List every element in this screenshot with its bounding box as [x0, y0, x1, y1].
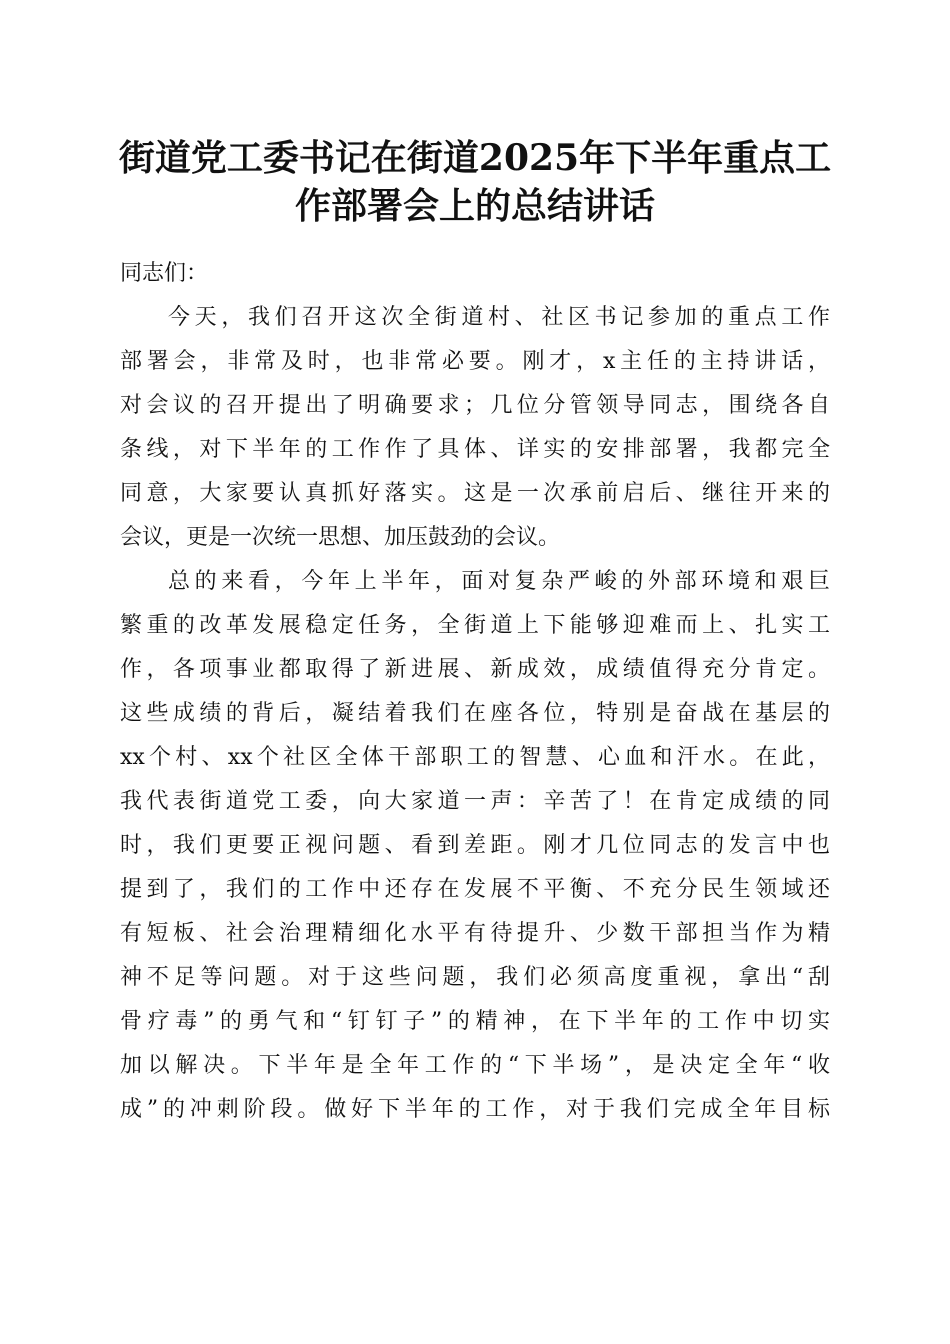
paragraph-line: 我代表街道党工委，向大家道一声：辛苦了！在肯定成绩的同 — [120, 789, 830, 814]
paragraph-line: 会议，更是一次统一思想、加压鼓劲的会议。 — [120, 525, 561, 550]
paragraph-line: 繁重的改革发展稳定任务，全街道上下能够迎难而上、扎实工 — [120, 613, 830, 638]
paragraph-line: 成”的冲刺阶段。做好下半年的工作，对于我们完成全年目标 — [120, 1097, 830, 1122]
paragraph-line: 对会议的召开提出了明确要求；几位分管领导同志，围绕各自 — [120, 393, 830, 418]
paragraph-line: 条线，对下半年的工作作了具体、详实的安排部署，我都完全 — [120, 437, 830, 462]
salutation: 同志们： — [120, 261, 209, 286]
paragraph-line: xx个村、xx个社区全体干部职工的智慧、心血和汗水。在此， — [120, 745, 830, 770]
paragraph-line: 加以解决。下半年是全年工作的“下半场”，是决定全年“收 — [120, 1053, 830, 1078]
title-line: 作部署会上的总结讲话 — [294, 185, 655, 227]
paragraph-line: 神不足等问题。对于这些问题，我们必须高度重视，拿出“刮 — [120, 965, 830, 990]
document-title — [110, 134, 840, 230]
paragraph-line: 时，我们更要正视问题、看到差距。刚才几位同志的发言中也 — [120, 833, 830, 858]
paragraph-line: 有短板、社会治理精细化水平有待提升、少数干部担当作为精 — [120, 921, 830, 946]
paragraph-line: 部署会，非常及时，也非常必要。刚才，x主任的主持讲话， — [120, 349, 830, 374]
paragraph-line: 这些成绩的背后，凝结着我们在座各位，特别是奋战在基层的 — [120, 701, 830, 726]
paragraph-line: 提到了，我们的工作中还存在发展不平衡、不充分民生领域还 — [120, 877, 830, 902]
document-body — [120, 252, 830, 1132]
paragraph-line: 同意，大家要认真抓好落实。这是一次承前启后、继往开来的 — [120, 481, 830, 506]
paragraph-summary — [120, 560, 830, 1132]
paragraph-opening — [120, 296, 830, 560]
paragraph-line: 骨疗毒”的勇气和“钉钉子”的精神，在下半年的工作中切实 — [120, 1009, 830, 1034]
title-line: 街道党工委书记在街道2025年下半年重点工 — [118, 137, 832, 179]
paragraph-line: 总的来看，今年上半年，面对复杂严峻的外部环境和艰巨 — [168, 569, 830, 594]
paragraph-line: 今天，我们召开这次全街道村、社区书记参加的重点工作 — [168, 305, 830, 330]
paragraph-line: 作，各项事业都取得了新进展、新成效，成绩值得充分肯定。 — [120, 657, 830, 682]
